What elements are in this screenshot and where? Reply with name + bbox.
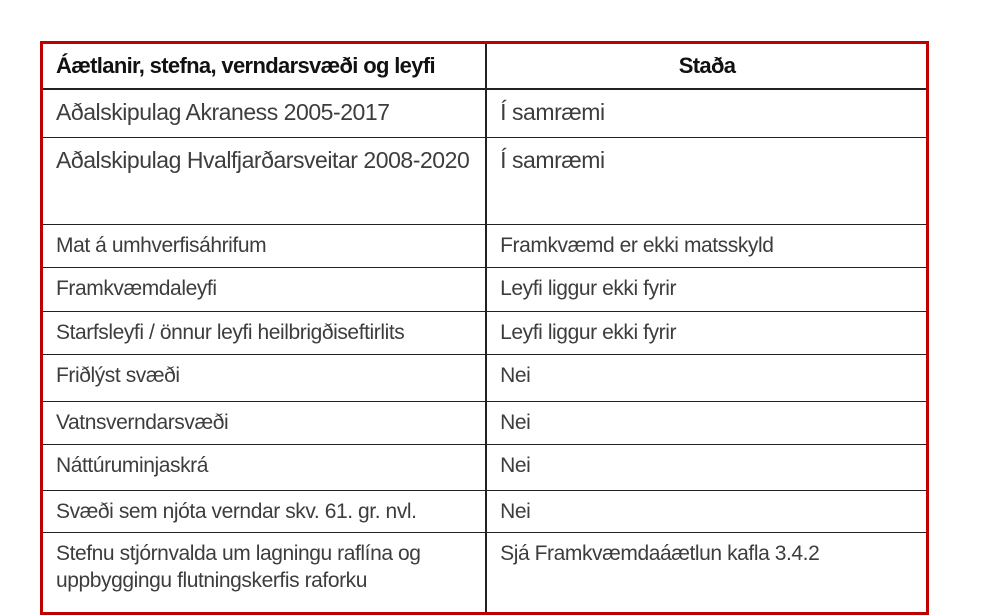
status-cell: Nei [500, 364, 531, 387]
table-row [43, 311, 926, 354]
status-cell: Nei [500, 454, 531, 477]
table-row [43, 532, 926, 612]
status-cell: Leyfi liggur ekki fyrir [500, 277, 677, 300]
status-cell: Sjá Framkvæmdaáætlun kafla 3.4.2 [500, 541, 820, 565]
table-row [43, 401, 926, 444]
plans-status-table [40, 41, 929, 615]
status-cell: Leyfi liggur ekki fyrir [500, 321, 677, 344]
table-row [43, 88, 926, 137]
table-row [43, 490, 926, 532]
item-cell: Aðalskipulag Hvalfjarðarsveitar 2008-2020 [43, 138, 487, 224]
item-cell: Framkvæmdaleyfi [43, 268, 487, 311]
item-cell: Vatnsverndarsvæði [43, 402, 487, 444]
column-header-status: Staða [678, 52, 736, 78]
item-cell: Friðlýst svæði [43, 355, 487, 401]
status-cell: Í samræmi [500, 99, 605, 125]
status-cell: Nei [500, 411, 531, 434]
item-cell: Starfsleyfi / önnur leyfi heilbrigðiseftirlits [43, 312, 487, 354]
item-cell: Mat á umhverfisáhrifum [43, 225, 487, 267]
table-row [43, 267, 926, 311]
status-cell: Framkvæmd er ekki matsskyld [500, 234, 774, 257]
item-cell: Stefnu stjórnvalda um lagningu raflína og uppbyggingu flutningskerfis raforku [43, 533, 487, 612]
status-cell: Nei [500, 500, 531, 523]
column-header-plans: Áætlanir, stefna, verndarsvæði og leyfi [43, 44, 487, 88]
item-cell: Aðalskipulag Akraness 2005-2017 [43, 90, 487, 137]
item-cell: Svæði sem njóta verndar skv. 61. gr. nvl. [43, 491, 487, 532]
table-row [43, 137, 926, 224]
table-header-row [43, 44, 926, 88]
table-row [43, 444, 926, 490]
table-row [43, 224, 926, 267]
status-cell: Í samræmi [500, 147, 605, 173]
item-cell: Náttúruminjaskrá [43, 445, 487, 490]
table-row [43, 354, 926, 401]
